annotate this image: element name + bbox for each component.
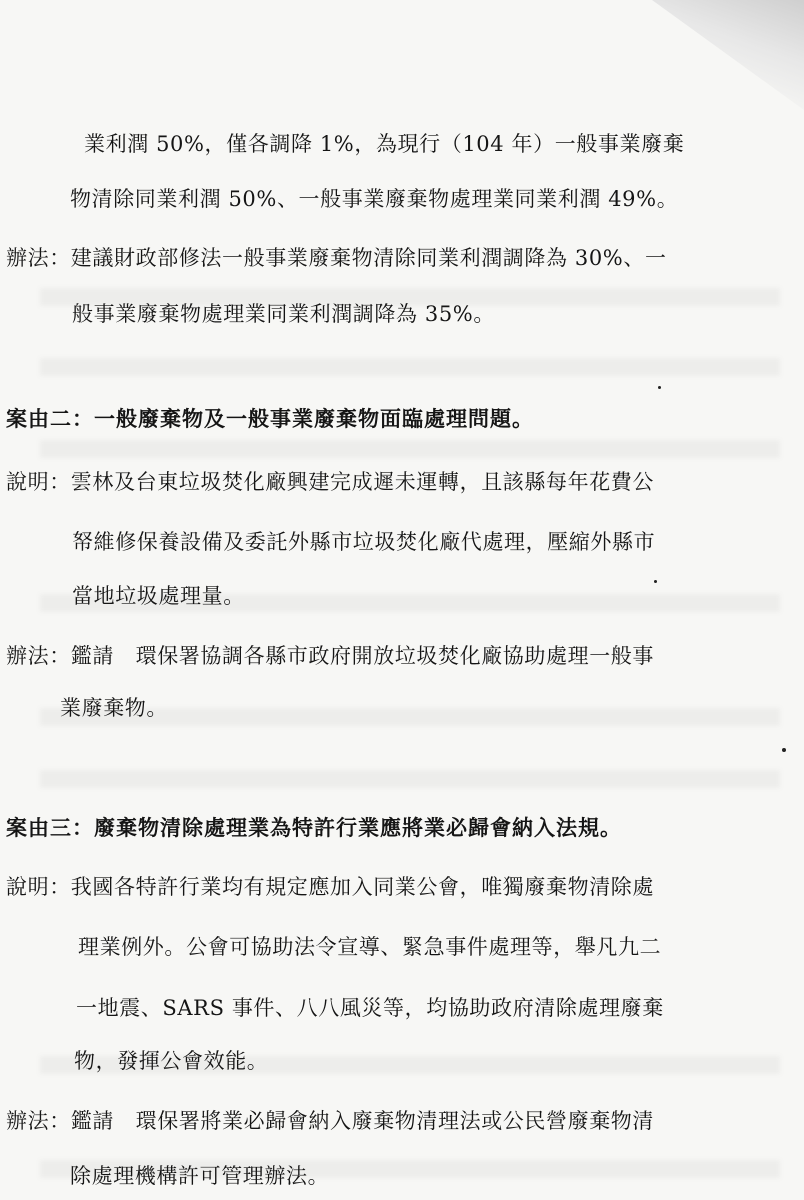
scan-speck (654, 580, 657, 583)
text-line: 辦法：鑑請 環保署將業必歸會納入廢棄物清理法或公民營廢棄物清 (6, 1109, 654, 1133)
text-line: 一地震、SARS 事件、八八風災等，均協助政府清除處理廢棄 (76, 996, 664, 1020)
text-line: 說明：我國各特許行業均有規定應加入同業公會，唯獨廢棄物清除處 (6, 875, 654, 899)
bleed-through (40, 770, 780, 788)
text-line: 物清除同業利潤 50%、一般事業廢棄物處理業同業利潤 49%。 (70, 187, 679, 211)
page-corner-fold (614, 0, 804, 110)
scan-speck (658, 386, 661, 389)
text-line: 辦法：鑑請 環保署協調各縣市政府開放垃圾焚化廠協助處理一般事 (6, 644, 654, 668)
text-line: 辦法：建議財政部修法一般事業廢棄物清除同業利潤調降為 30%、一 (6, 246, 667, 270)
scan-speck (782, 748, 786, 752)
case-heading: 案由三：廢棄物清除處理業為特許行業應將業必歸會納入法規。 (6, 815, 622, 840)
bleed-through (40, 440, 780, 458)
text-line: 物，發揮公會效能。 (74, 1049, 269, 1073)
bleed-through (40, 358, 780, 376)
text-line: 除處理機構許可管理辦法。 (70, 1164, 330, 1188)
text-line: 般事業廢棄物處理業同業利潤調降為 35%。 (72, 302, 495, 326)
text-line: 說明：雲林及台東垃圾焚化廠興建完成遲未運轉，且該縣每年花費公 (6, 470, 654, 494)
text-line: 業廢棄物。 (60, 696, 168, 720)
text-line: 理業例外。公會可協助法令宣導、緊急事件處理等，舉凡九二 (78, 935, 662, 959)
text-line: 當地垃圾處理量。 (72, 584, 245, 608)
text-line: 帑維修保養設備及委託外縣市垃圾焚化廠代處理，壓縮外縣市 (72, 530, 656, 554)
case-heading: 案由二：一般廢棄物及一般事業廢棄物面臨處理問題。 (6, 406, 534, 431)
text-line: 業利潤 50%，僅各調降 1%，為現行（104 年）一般事業廢棄 (84, 132, 685, 156)
